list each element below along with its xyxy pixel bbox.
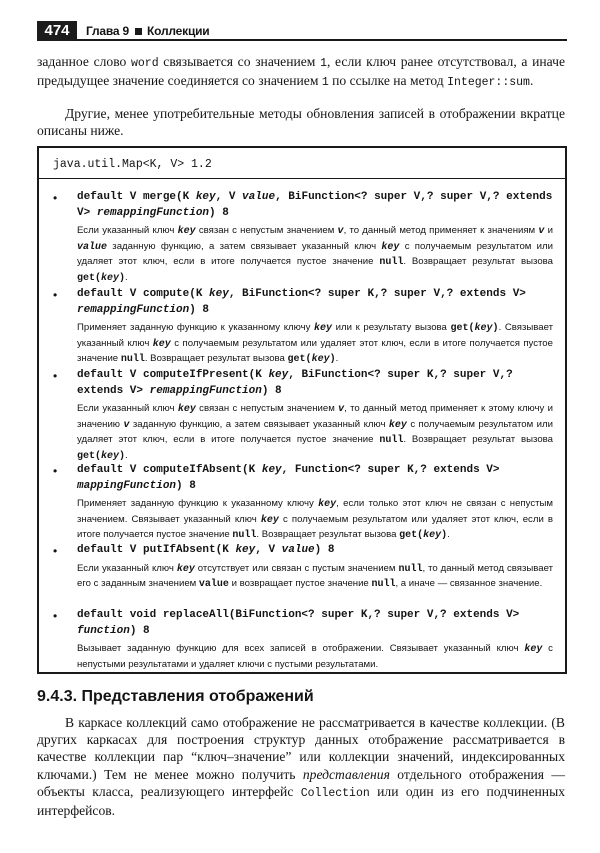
method-signature: default V computeIfAbsent(K key, Function<? super K,? extends V> mappingFunction) 8: [77, 464, 500, 492]
bullet-icon: •: [53, 544, 58, 558]
section-paragraph: В каркасе коллекций само отображение не рассматривается в качестве коллекции. (В других каркасах для построения структур данных отображение рассматривается в качестве коллекции пар “ключ–значение” или коллекции значений, индексированных ключами.) Тем не менее можно получить представления отдельного отображения — объекты класса, реализующего интерфейс Collection или один из его подчиненных интерфейсов.: [37, 715, 566, 819]
bullet-icon: •: [53, 191, 58, 205]
running-head: [86, 21, 209, 41]
bullet-icon: •: [53, 369, 58, 383]
method-description: Применяет заданную функцию к указанному ключу key, если только этот ключ не связан с непустым значением. Связывает указанный ключ key с получаемым результатом или удаляет этот ключ, если в итоге получается пустое значение null. Возвращает результат вызова get(key).: [77, 498, 554, 541]
api-entry-computeifabsent: [53, 463, 553, 544]
method-signature: default V computeIfPresent(K key, BiFunction<? super K,? super V,? extends V> remappingFunction) 8: [77, 369, 513, 397]
chapter-label: Глава 9: [86, 24, 130, 38]
api-entry-putifabsent: [53, 543, 553, 593]
api-entry-compute: [53, 287, 553, 368]
method-signature: default V merge(K key, V value, BiFunction<? super V,? super V,? extends V> remappingFunction) 8: [77, 191, 553, 219]
method-signature: default void replaceAll(BiFunction<? super K,? super V,? extends V> function) 8: [77, 609, 520, 637]
method-description: Если указанный ключ key связан с непустым значением v, то данный метод применяет к этому ключу и значению v заданную функцию, а затем связывает указанный ключ key с получаемым результатом или удаляет этот ключ, если в итоге получается пустое значение null. Возвращает результат вызова get(key).: [77, 403, 553, 462]
square-separator-icon: [135, 28, 142, 35]
section-label: Коллекции: [147, 24, 210, 38]
intro-paragraph-2: Другие, менее употребительные методы обновления записей в отображении вкратце описаны ниже.: [37, 106, 565, 139]
page-header: [37, 21, 567, 41]
bullet-icon: •: [53, 288, 58, 302]
method-description: Если указанный ключ key отсутствует или связан с пустым значением null, то данный метод связывает его с заданным значением value и возвращает пустое значение null, а иначе — связанное значение.: [77, 562, 553, 590]
divider: [39, 178, 565, 179]
api-box-title: java.util.Map<K, V> 1.2: [53, 158, 212, 171]
api-entry-replaceall: [53, 608, 553, 672]
bullet-icon: •: [53, 464, 58, 478]
method-signature: default V putIfAbsent(K key, V value) 8: [77, 544, 335, 556]
method-description: Если указанный ключ key связан с непустым значением v, то данный метод применяет к значениям v и value заданную функцию, а затем связывает указанный ключ key с получаемым результатом или удаляет этот ключ, если в итоге получается пустое значение null. Возвращает результат вызова get(key).: [77, 225, 553, 284]
bullet-icon: •: [53, 609, 58, 623]
page-number: 474: [37, 21, 77, 41]
method-description: Применяет заданную функцию к указанному ключу key или к результату вызова get(key). Связывает указанный ключ key с получаемым результатом или удаляет этот ключ, если в итоге получается пустое значение null. Возвращает результат вызова get(key).: [77, 322, 553, 365]
api-entry-merge: [53, 190, 553, 286]
intro-paragraph-1: заданное слово word связывается со значением 1, если ключ ранее отсутствовал, а иначе предыдущее значение соединяется со значением 1 по ссылке на метод Integer::sum.: [37, 54, 566, 90]
method-signature: default V compute(K key, BiFunction<? super K,? super V,? extends V> remappingFunction) 8: [77, 288, 526, 316]
api-reference-box: [37, 146, 567, 674]
section-heading: 9.4.3. Представления отображений: [37, 688, 314, 705]
method-description: Вызывает заданную функцию для всех записей в отображении. Связывает указанный ключ key с непустыми результатами и удаляет ключи с пустыми результатами.: [77, 643, 553, 670]
api-entry-computeifpresent: [53, 368, 553, 464]
